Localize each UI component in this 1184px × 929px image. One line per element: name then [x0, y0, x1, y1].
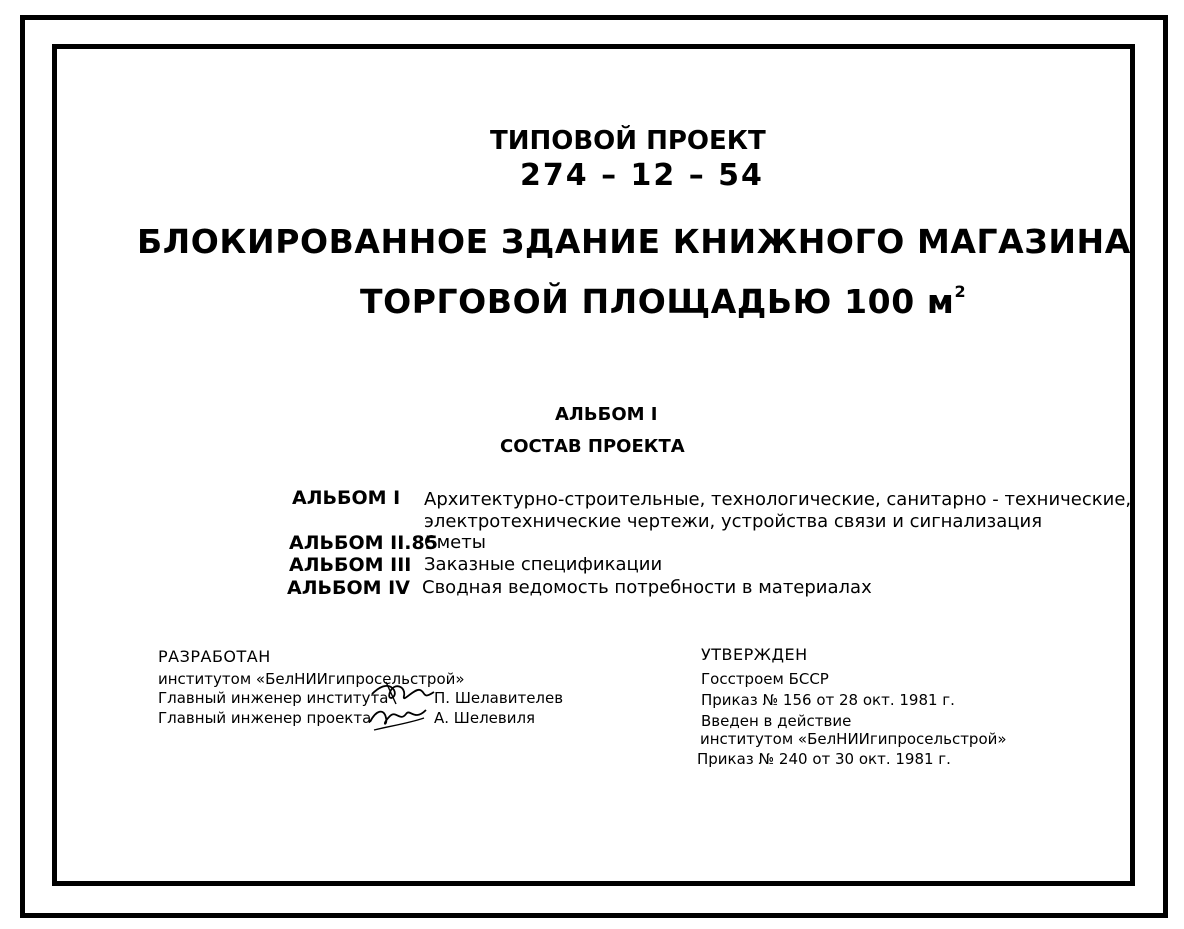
album-2-desc: Сметы — [424, 532, 486, 553]
document-title-line-2 — [360, 282, 966, 321]
chief-institute-label: Главный инженер института — [158, 689, 389, 707]
album-3-name: АЛЬБОМ III — [289, 554, 412, 576]
chief-project-name: А. Шелевиля — [434, 709, 536, 727]
document-title-line-2-text: ТОРГОВОЙ ПЛОЩАДЬЮ 100 м — [360, 282, 955, 321]
album-1-desc-line-2: электротехнические чертежи, устройства связи и сигнализация — [424, 511, 1043, 532]
album-4-desc: Сводная ведомость потребности в материалах — [422, 577, 872, 598]
album-3-desc: Заказные спецификации — [424, 554, 663, 575]
approved-body: Госстроем БССР — [701, 670, 829, 688]
approved-order: Приказ № 156 от 28 окт. 1981 г. — [701, 691, 955, 709]
album-4-name: АЛЬБОМ IV — [287, 577, 410, 599]
developed-heading: РАЗРАБОТАН — [158, 647, 271, 666]
enacted-order: Приказ № 240 от 30 окт. 1981 г. — [697, 750, 951, 768]
area-superscript: 2 — [954, 282, 967, 301]
project-number: 274 – 12 – 54 — [520, 158, 764, 193]
chief-project-signature-icon — [366, 700, 432, 734]
developed-institute: институтом «БелНИИгипросельстрой» — [158, 670, 465, 688]
album-2-name: АЛЬБОМ II.85 — [289, 532, 438, 554]
project-label: ТИПОВОЙ ПРОЕКТ — [490, 126, 766, 156]
album-1-name: АЛЬБОМ I — [292, 487, 401, 509]
composition-title: СОСТАВ ПРОЕКТА — [500, 436, 685, 457]
chief-institute-name: П. Шелавителев — [434, 689, 564, 707]
album-label: АЛЬБОМ I — [555, 404, 658, 425]
document-title-line-1: БЛОКИРОВАННОЕ ЗДАНИЕ КНИЖНОГО МАГАЗИНА — [137, 222, 1131, 261]
chief-project-label: Главный инженер проекта — [158, 709, 372, 727]
enacted-by: институтом «БелНИИгипросельстрой» — [700, 730, 1007, 748]
enacted-label: Введен в действие — [701, 712, 852, 730]
album-1-desc-line-1: Архитектурно-строительные, технологические, санитарно - технические, — [424, 489, 1132, 510]
approved-heading: УТВЕРЖДЕН — [701, 645, 808, 664]
